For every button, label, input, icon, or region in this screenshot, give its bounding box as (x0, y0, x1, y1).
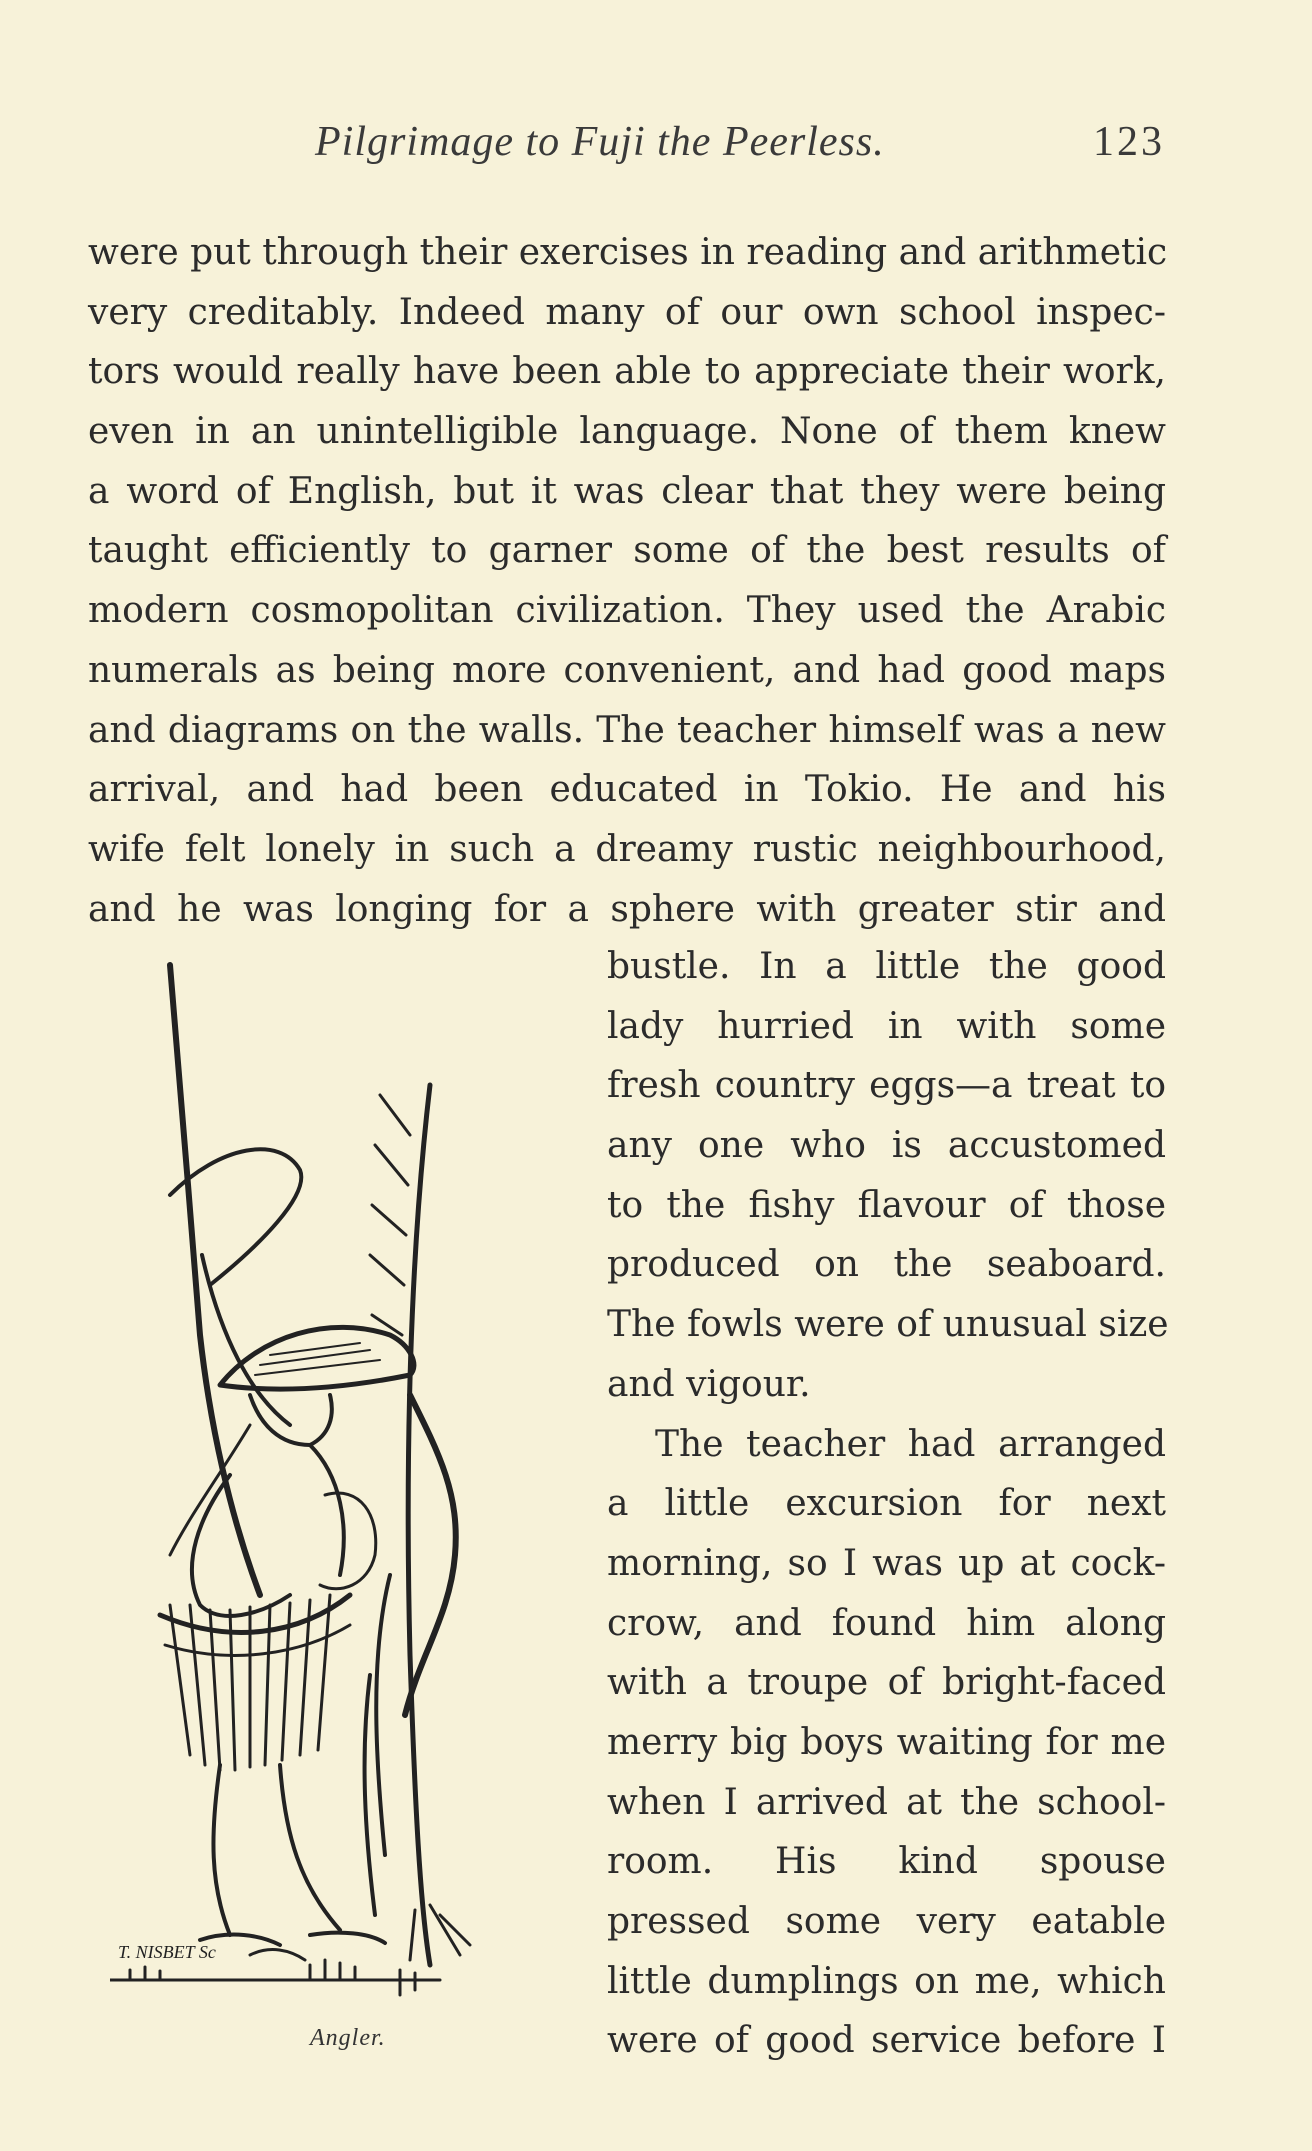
text-line: room. His kind spouse (607, 1841, 1166, 1883)
text-line: little dumplings on me, which (607, 1960, 1166, 2002)
text-line: lady hurried in with some (607, 1005, 1166, 1047)
text-line: when I arrived at the school- (607, 1781, 1166, 1823)
text-line: even in an unintelligible language. None of them knew (88, 411, 1166, 453)
text-line: a word of English, but it was clear that they were being (88, 470, 1166, 512)
text-line: any one who is accustomed (607, 1125, 1166, 1167)
angler-illustration (110, 955, 600, 2040)
text-line: with a troupe of bright-faced (607, 1662, 1166, 1704)
text-line: pressed some very eatable (607, 1901, 1166, 1942)
running-head-title: Pilgrimage to Fuji the Peerless. (315, 119, 885, 165)
text-line: were of good service before I (607, 2020, 1166, 2062)
text-line: to the fishy flavour of those (607, 1184, 1166, 1226)
text-line: The teacher had arranged (655, 1423, 1166, 1465)
text-line: were put through their exercises in reading and arithmetic (88, 232, 1168, 273)
text-line: a little excursion for next (607, 1483, 1166, 1525)
text-line: produced on the seaboard. (607, 1244, 1166, 1286)
text-line: arrival, and had been educated in Tokio. He and his (88, 769, 1166, 811)
text-line: and diagrams on the walls. The teacher himself was a new (88, 709, 1166, 751)
illustration-caption: Angler. (310, 2025, 386, 2051)
text-line: and he was longing for a sphere with greater stir and (88, 888, 1166, 930)
wrapped-text-block (607, 937, 1169, 2071)
text-line: numerals as being more convenient, and had good maps (88, 649, 1166, 691)
running-head (85, 118, 1165, 168)
text-line: bustle. In a little the good (607, 946, 1166, 987)
text-line: modern cosmopolitan civilization. They used the Arabic (88, 590, 1166, 632)
text-line: wife felt lonely in such a dreamy rustic neighbourhood, (88, 828, 1166, 870)
text-line: fresh country eggs—a treat to (607, 1065, 1166, 1107)
text-line: morning, so I was up at cock- (607, 1542, 1166, 1584)
text-line: The fowls were of unusual size (607, 1304, 1169, 1346)
text-line: very creditably. Indeed many of our own school inspec- (88, 291, 1166, 333)
engraver-signature: T. NISBET Sc (118, 1942, 216, 1962)
full-width-text-block (88, 223, 1166, 939)
text-line: taught efficiently to garner some of the best results of (88, 530, 1166, 572)
text-line: crow, and found him along (607, 1602, 1166, 1644)
text-line: merry big boys waiting for me (607, 1721, 1166, 1763)
text-line: and vigour. (607, 1363, 811, 1405)
text-line: tors would really have been able to appreciate their work, (88, 351, 1166, 393)
page-number: 123 (1093, 119, 1165, 165)
